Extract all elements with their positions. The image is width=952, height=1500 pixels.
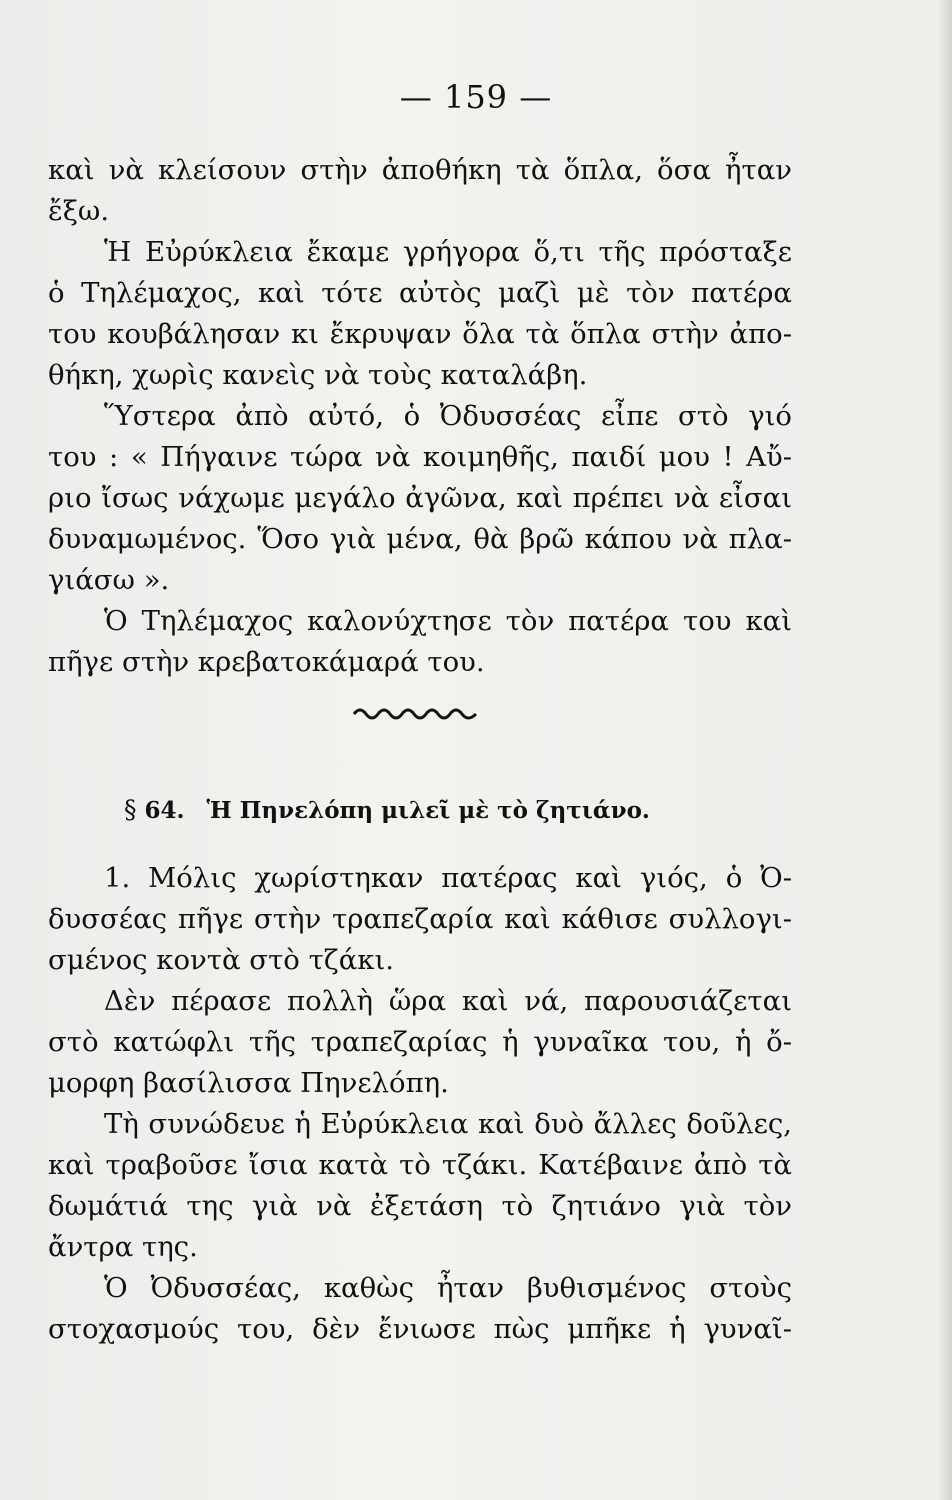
- text-line: θήκη, χωρὶς κανεὶς νὰ τοὺς καταλάβη.: [48, 359, 588, 391]
- text-line: δωμάτιά της γιὰ νὰ ἐξετάση τὸ ζητιάνο γιὰ τὸν: [48, 1190, 792, 1222]
- text-line: Δὲν πέρασε πολλὴ ὥρα καὶ νά, παρουσιάζεται: [104, 985, 792, 1017]
- text-line: του κουβάλησαν κι ἔκρυψαν ὅλα τὰ ὅπλα στὴν ἀπο-: [48, 318, 792, 350]
- text-line: γιάσω ».: [48, 564, 170, 596]
- text-line: Ὁ Ὀδυσσέας, καθὼς ἦταν βυθισμένος στοὺς: [104, 1272, 792, 1304]
- text-line: καὶ τραβοῦσε ἴσια κατὰ τὸ τζάκι. Κατέβαινε ἀπὸ τὰ: [48, 1149, 792, 1181]
- text-line: δυσσέας πῆγε στὴν τραπεζαρία καὶ κάθισε συλλογι-: [48, 903, 792, 935]
- text-line: καὶ νὰ κλείσουν στὴν ἀποθήκη τὰ ὅπλα, ὅσα ἦταν: [48, 154, 792, 186]
- page-number: — 159 —: [399, 78, 553, 116]
- text-line: στοχασμούς του, δὲν ἔνιωσε πὼς μπῆκε ἡ γυναῖ-: [48, 1313, 792, 1345]
- text-block-top: [48, 150, 792, 683]
- text-line: Ἡ Εὐρύκλεια ἔκαμε γρήγορα ὅ,τι τῆς πρόσταξε: [104, 236, 792, 268]
- text-line: 1. Μόλις χωρίστηκαν πατέρας καὶ γιός, ὁ Ὀ-: [104, 862, 792, 894]
- section-number: 64.: [144, 797, 185, 824]
- section-heading: [124, 792, 744, 829]
- text-line: του : « Πήγαινε τώρα νὰ κοιμηθῆς, παιδί μου ! Αὔ-: [48, 441, 792, 473]
- text-line: δυναμωμένος. Ὅσο γιὰ μένα, θὰ βρῶ κάπου νὰ πλα-: [48, 523, 792, 555]
- section-title: Ἡ Πηνελόπη μιλεῖ μὲ τὸ ζητιάνο.: [206, 797, 650, 824]
- page-edge-shadow: [938, 0, 952, 1500]
- text-line: ἔξω.: [48, 195, 110, 227]
- text-line: Τὴ συνώδευε ἡ Εὐρύκλεια καὶ δυὸ ἄλλες δοῦλες,: [104, 1108, 792, 1140]
- section-symbol: §: [124, 795, 137, 824]
- ornamental-divider: [352, 700, 478, 724]
- text-line: πῆγε στὴν κρεβατοκάμαρά του.: [48, 646, 485, 678]
- text-line: Ὁ Τηλέμαχος καλονύχτησε τὸν πατέρα του καὶ: [104, 605, 792, 637]
- text-block-bottom: [48, 858, 792, 1350]
- text-line: ὁ Τηλέμαχος, καὶ τότε αὐτὸς μαζὶ μὲ τὸν πατέρα: [48, 277, 792, 309]
- text-line: ἄντρα της.: [48, 1231, 198, 1263]
- text-line: Ὕστερα ἀπὸ αὐτό, ὁ Ὀδυσσέας εἶπε στὸ γιό: [104, 400, 792, 432]
- text-line: μορφη βασίλισσα Πηνελόπη.: [48, 1067, 449, 1099]
- text-line: σμένος κοντὰ στὸ τζάκι.: [48, 944, 394, 976]
- text-line: ριο ἴσως νάχωμε μεγάλο ἀγῶνα, καὶ πρέπει νὰ εἶσαι: [48, 482, 792, 514]
- text-line: στὸ κατώφλι τῆς τραπεζαρίας ἡ γυναῖκα του, ἡ ὄ-: [48, 1026, 792, 1058]
